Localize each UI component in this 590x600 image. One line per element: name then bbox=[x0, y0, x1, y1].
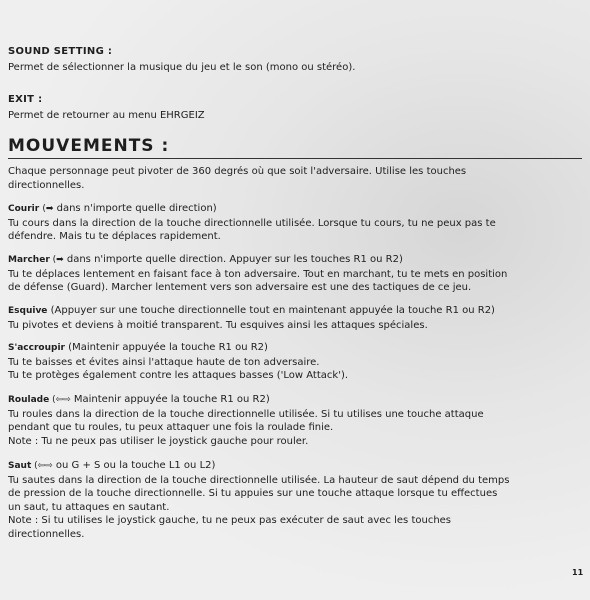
move-line: directionnelles. bbox=[8, 528, 85, 540]
move-line: Note : Tu ne peux pas utiliser le joystick gauche pour rouler. bbox=[8, 435, 309, 447]
move-line: de défense (Guard). Marcher lentement vers son adversaire est une des tactiques de ce jeu. bbox=[8, 282, 472, 294]
move-command: dans n'importe quelle direction. Appuyer sur les touches R1 ou R2) bbox=[63, 254, 403, 265]
mouvements-title: MOUVEMENTS : bbox=[8, 136, 582, 159]
mouvements-intro bbox=[8, 165, 580, 192]
page-number: 11 bbox=[572, 568, 584, 577]
intro-line: directionnelles. bbox=[8, 179, 85, 191]
move-line: Tu te baisses et évites ainsi l'attaque haute de ton adversaire. bbox=[8, 356, 320, 368]
move-line: Tu te déplaces lentement en faisant face à ton adversaire. Tout en marchant, tu te mets en position bbox=[8, 268, 508, 280]
sound-setting-text: Permet de sélectionner la musique du jeu et le son (mono ou stéréo). bbox=[8, 62, 356, 73]
move-command: dans n'importe quelle direction) bbox=[53, 203, 217, 214]
exit-text: Permet de retourner au menu EHRGEIZ bbox=[8, 110, 205, 121]
move-header bbox=[8, 459, 580, 474]
intro-line: Chaque personnage peut pivoter de 360 degrés où que soit l'adversaire. Utilise les touches bbox=[8, 166, 467, 177]
move-command: Maintenir appuyée la touche R1 ou R2) bbox=[70, 394, 270, 405]
sound-setting-section bbox=[8, 46, 580, 75]
move-header bbox=[8, 393, 580, 408]
move-name: Saut bbox=[8, 461, 32, 471]
move-name: S'accroupir bbox=[8, 343, 65, 353]
move-header bbox=[8, 304, 580, 319]
move-line: de pression de la touche directionnelle. Si tu appuies sur une touche attaque lorsque tu effectues bbox=[8, 488, 498, 500]
arrow-left-right-icon: (⇦⇨ bbox=[31, 461, 53, 471]
move-name: Esquive bbox=[8, 306, 48, 316]
arrow-right-icon: (➡ bbox=[42, 204, 54, 214]
move-name: Courir bbox=[8, 204, 40, 214]
move-name: Roulade bbox=[8, 395, 50, 405]
move-name: Marcher bbox=[8, 255, 50, 265]
move-command: ou G + S ou la touche L1 ou L2) bbox=[52, 460, 216, 471]
move-line: défendre. Mais tu te déplaces rapidement. bbox=[8, 231, 221, 243]
move-courir bbox=[8, 202, 580, 244]
move-header bbox=[8, 202, 580, 217]
move-esquive bbox=[8, 304, 580, 332]
move-line: Tu cours dans la direction de la touche directionnelle utilisée. Lorsque tu cours, tu ne peux pas te bbox=[8, 217, 496, 229]
arrow-right-icon: (➡ bbox=[49, 255, 64, 265]
move-line: un saut, tu attaques en sautant. bbox=[8, 501, 170, 513]
move-line: pendant que tu roules, tu peux attaquer une fois la roulade finie. bbox=[8, 422, 334, 434]
arrow-left-right-icon: (⇦⇨ bbox=[49, 395, 71, 405]
sound-setting-title: SOUND SETTING : bbox=[8, 46, 113, 57]
move-line: Tu roules dans la direction de la touche directionnelle utilisée. Si tu utilises une touche attaque bbox=[8, 408, 484, 420]
move-saut bbox=[8, 459, 580, 542]
move-marcher bbox=[8, 253, 580, 295]
move-header bbox=[8, 341, 580, 356]
move-line: Tu pivotes et deviens à moitié transparent. Tu esquives ainsi les attaques spéciales. bbox=[8, 319, 428, 331]
move-line: Tu te protèges également contre les attaques basses ('Low Attack'). bbox=[8, 370, 349, 382]
exit-section bbox=[8, 94, 580, 123]
move-line: Note : Si tu utilises le joystick gauche, tu ne peux pas exécuter de saut avec les touches bbox=[8, 515, 452, 527]
move-roulade bbox=[8, 393, 580, 448]
move-header bbox=[8, 253, 580, 268]
exit-title: EXIT : bbox=[8, 94, 43, 105]
move-line: Tu sautes dans la direction de la touche directionnelle utilisée. La hauteur de saut dépend du temps bbox=[8, 474, 510, 486]
move-accroupir bbox=[8, 341, 580, 383]
move-command: (Maintenir appuyée la touche R1 ou R2) bbox=[64, 342, 268, 353]
move-command: (Appuyer sur une touche directionnelle tout en maintenant appuyée la touche R1 ou R2) bbox=[47, 305, 495, 316]
